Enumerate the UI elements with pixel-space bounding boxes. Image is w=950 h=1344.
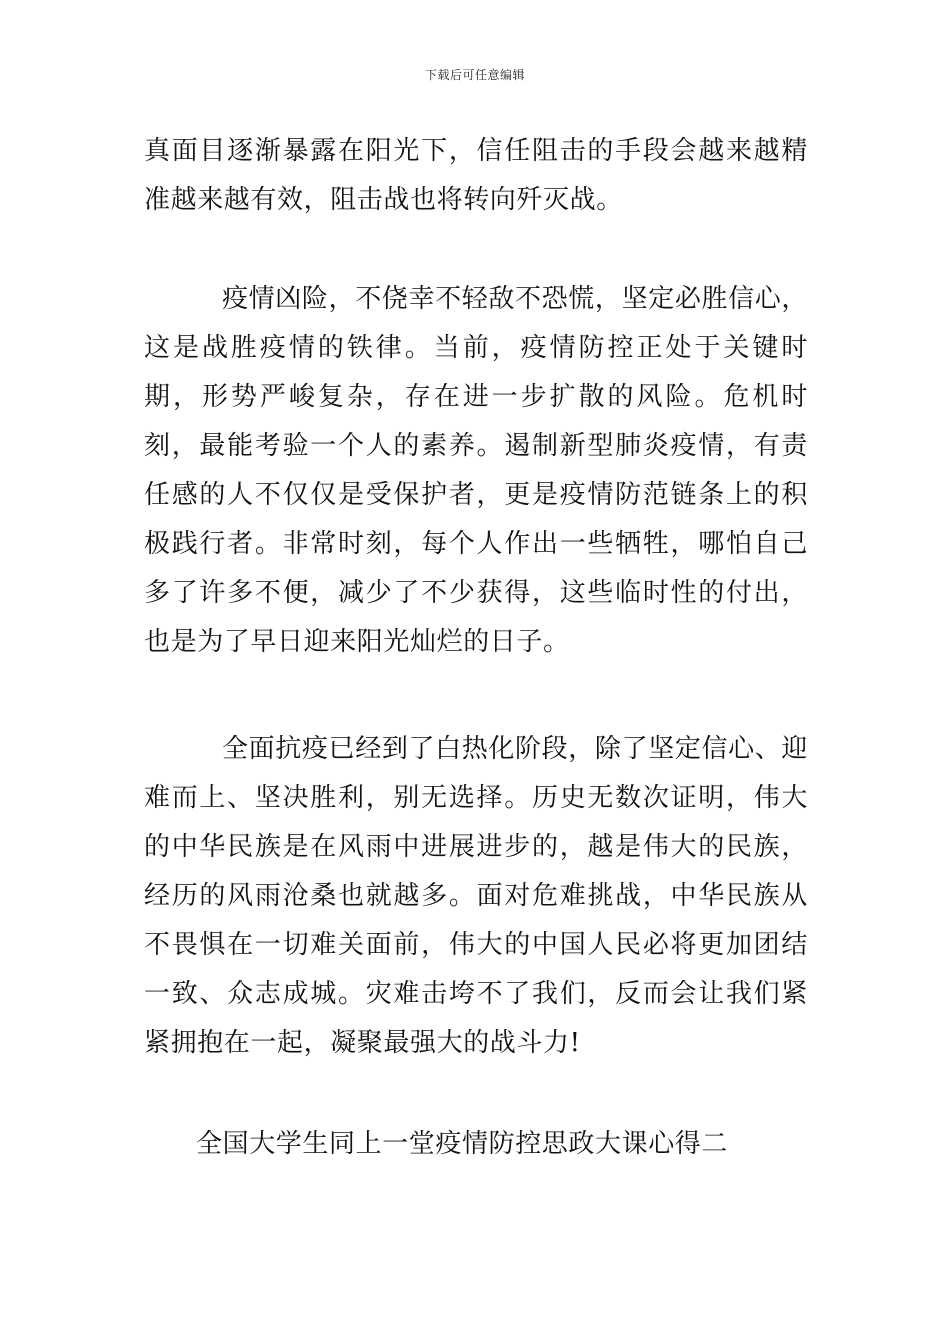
paragraph-full-fight: 全面抗疫已经到了白热化阶段，除了坚定信心、迎难而上、坚决胜利，别无选择。历史无数次证明，伟大的中华民族是在风雨中进展进步的，越是伟大的民族，经历的风雨沧桑也就越多。面对危难挑战，中华民族从不畏惧在一切难关面前，伟大的中国人民必将更加团结一致、众志成城。灾难击垮不了我们，反而会让我们紧紧拥抱在一起，凝聚最强大的战斗力! — [144, 734, 808, 1058]
paragraph-epidemic-confidence: 疫情凶险，不侥幸不轻敌不恐慌，坚定必胜信心，这是战胜疫情的铁律。当前，疫情防控正处于关键时期，形势严峻复杂，存在进一步扩散的风险。危机时刻，最能考验一个人的素养。遏制新型肺炎疫情，有责任感的人不仅仅是受保护者，更是疫情防范链条上的积极践行者。非常时刻，每个人作出一些牺牲，哪怕自己多了许多不便，减少了不少获得，这些临时性的付出，也是为了早日迎来阳光灿烂的日子。 — [144, 284, 808, 657]
section-heading: 全国大学生同上一堂疫情防控思政大课心得二 — [196, 1129, 729, 1159]
page-header-note: 下载后可任意编辑 — [424, 68, 525, 82]
paragraph-continuation: 真面目逐渐暴露在阳光下，信任阻击的手段会越来越精准越来越有效，阻击战也将转向歼灭战。 — [144, 136, 808, 215]
